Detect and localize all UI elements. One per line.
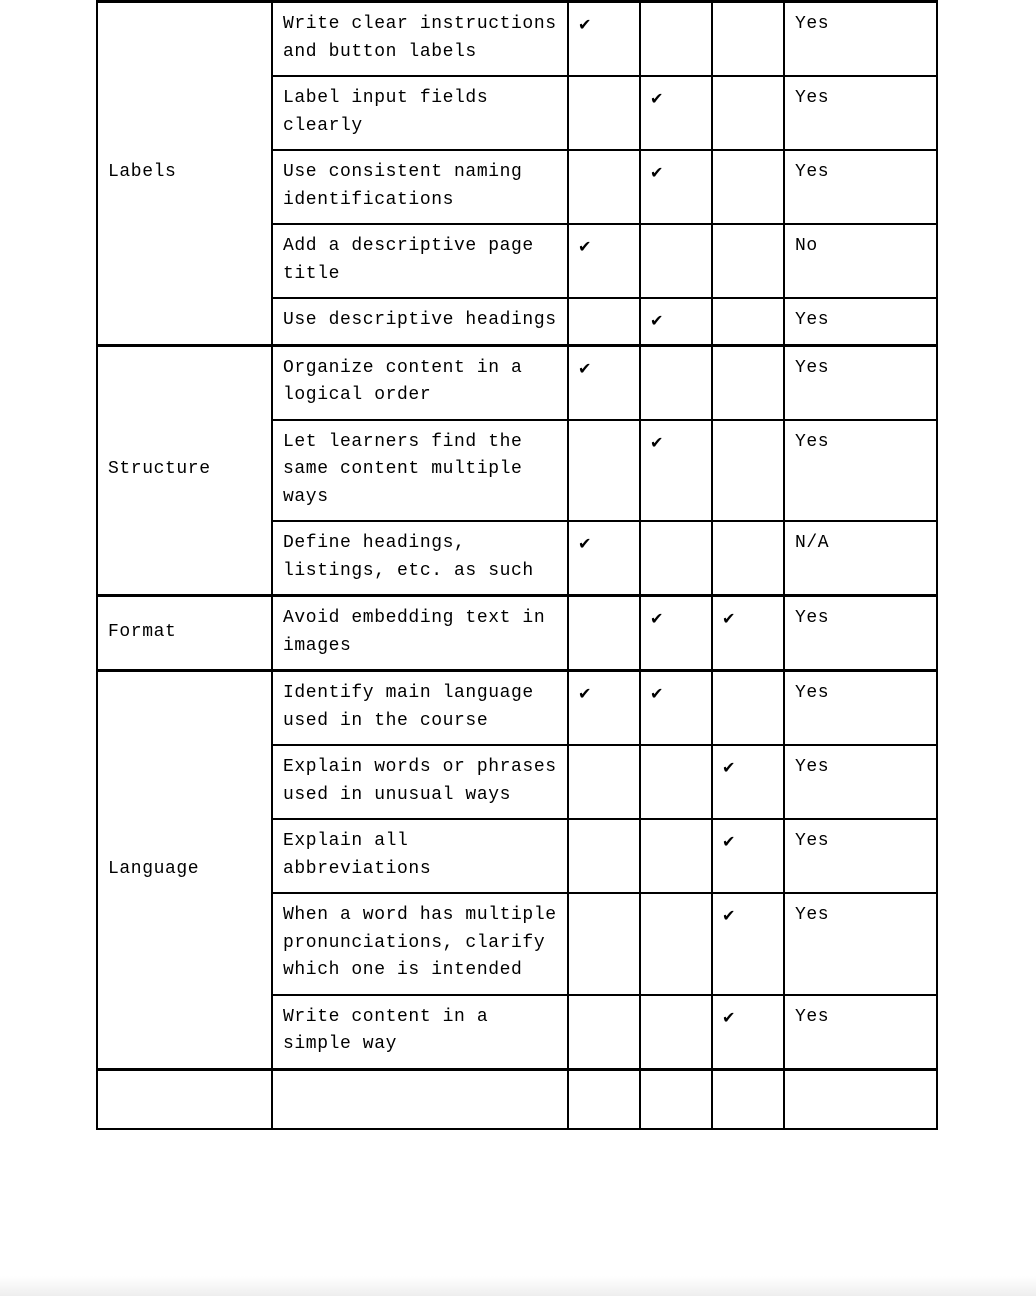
status-cell: Yes [784, 345, 937, 420]
status-cell: Yes [784, 995, 937, 1070]
group-label-language: Language [97, 671, 272, 1070]
check-cell-c1 [568, 893, 640, 995]
check-cell-c1: ✔ [568, 671, 640, 746]
check-cell-c3 [712, 224, 784, 298]
check-cell-c1 [568, 596, 640, 671]
table-row [97, 2, 937, 77]
guideline-cell: Use consistent naming identifications [272, 150, 568, 224]
status-cell: Yes [784, 745, 937, 819]
bottom-fade [0, 1276, 1036, 1296]
table-row [97, 345, 937, 420]
check-cell-c3 [712, 671, 784, 746]
guideline-cell: Label input fields clearly [272, 76, 568, 150]
guideline-cell: Use descriptive headings [272, 298, 568, 345]
status-cell: Yes [784, 150, 937, 224]
check-cell-c2: ✔ [640, 671, 712, 746]
table-cell [272, 1069, 568, 1129]
checklist-table [96, 0, 938, 1130]
check-cell-c1: ✔ [568, 224, 640, 298]
status-cell: Yes [784, 596, 937, 671]
status-cell: Yes [784, 671, 937, 746]
guideline-cell: Define headings, listings, etc. as such [272, 521, 568, 596]
status-cell: N/A [784, 521, 937, 596]
check-cell-c2 [640, 819, 712, 893]
check-cell-c3: ✔ [712, 819, 784, 893]
check-cell-c3: ✔ [712, 893, 784, 995]
check-cell-c1 [568, 76, 640, 150]
status-cell: No [784, 224, 937, 298]
check-cell-c2: ✔ [640, 298, 712, 345]
status-cell: Yes [784, 819, 937, 893]
group-label-format: Format [97, 596, 272, 671]
check-cell-c3: ✔ [712, 745, 784, 819]
check-cell-c3: ✔ [712, 995, 784, 1070]
table-cell [640, 1069, 712, 1129]
check-cell-c2 [640, 2, 712, 77]
check-cell-c3: ✔ [712, 596, 784, 671]
guideline-cell: Write content in a simple way [272, 995, 568, 1070]
check-cell-c3 [712, 150, 784, 224]
table-row [97, 671, 937, 746]
guideline-cell: Let learners find the same content multiple ways [272, 420, 568, 522]
table-cell [784, 1069, 937, 1129]
guideline-cell: Add a descriptive page title [272, 224, 568, 298]
check-cell-c2: ✔ [640, 596, 712, 671]
check-cell-c3 [712, 2, 784, 77]
table-row-partial-bottom [97, 1069, 937, 1129]
check-cell-c2 [640, 745, 712, 819]
group-label-labels: Labels [97, 2, 272, 346]
guideline-cell: When a word has multiple pronunciations, clarify which one is intended [272, 893, 568, 995]
check-cell-c3 [712, 345, 784, 420]
accessibility-checklist-page [96, 0, 936, 1130]
check-cell-c1 [568, 150, 640, 224]
table-row [97, 596, 937, 671]
guideline-cell: Organize content in a logical order [272, 345, 568, 420]
check-cell-c3 [712, 298, 784, 345]
check-cell-c2 [640, 345, 712, 420]
status-cell: Yes [784, 76, 937, 150]
guideline-cell: Identify main language used in the course [272, 671, 568, 746]
check-cell-c1 [568, 995, 640, 1070]
check-cell-c3 [712, 76, 784, 150]
group-label-structure: Structure [97, 345, 272, 596]
check-cell-c2: ✔ [640, 150, 712, 224]
check-cell-c1 [568, 298, 640, 345]
check-cell-c2: ✔ [640, 76, 712, 150]
check-cell-c1 [568, 745, 640, 819]
guideline-cell: Write clear instructions and button labels [272, 2, 568, 77]
guideline-cell: Avoid embedding text in images [272, 596, 568, 671]
check-cell-c1: ✔ [568, 345, 640, 420]
check-cell-c1 [568, 420, 640, 522]
check-cell-c1: ✔ [568, 521, 640, 596]
check-cell-c2 [640, 893, 712, 995]
check-cell-c1: ✔ [568, 2, 640, 77]
table-cell [712, 1069, 784, 1129]
check-cell-c2 [640, 224, 712, 298]
guideline-cell: Explain all abbreviations [272, 819, 568, 893]
status-cell: Yes [784, 2, 937, 77]
status-cell: Yes [784, 420, 937, 522]
status-cell: Yes [784, 298, 937, 345]
check-cell-c1 [568, 819, 640, 893]
check-cell-c2 [640, 521, 712, 596]
status-cell: Yes [784, 893, 937, 995]
guideline-cell: Explain words or phrases used in unusual ways [272, 745, 568, 819]
check-cell-c3 [712, 521, 784, 596]
table-cell [97, 1069, 272, 1129]
check-cell-c3 [712, 420, 784, 522]
check-cell-c2 [640, 995, 712, 1070]
check-cell-c2: ✔ [640, 420, 712, 522]
table-cell [568, 1069, 640, 1129]
